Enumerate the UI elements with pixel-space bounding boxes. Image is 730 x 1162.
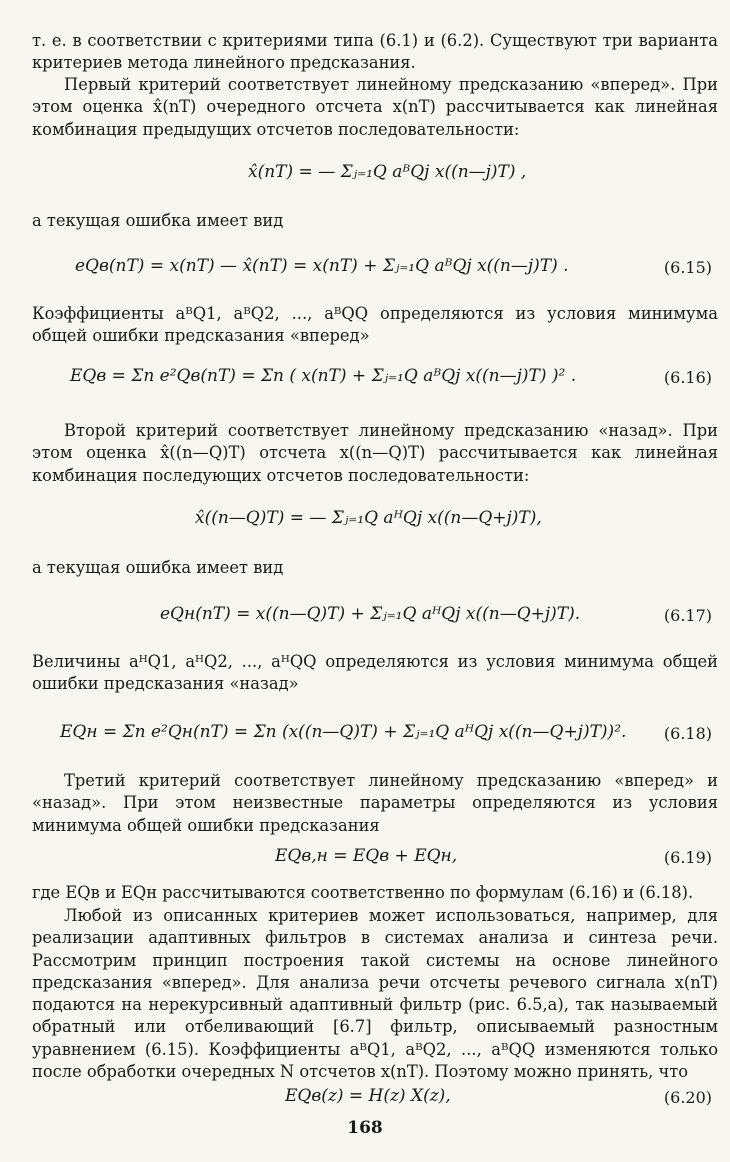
equation-number-6-16: (6.16) (663, 368, 712, 387)
paragraph-10: Любой из описанных критериев может использоваться, например, для реализации адаптивных фильтров в системах анализа и синтеза речи. Рассмотрим принцип построения такой системы на основе линейного предсказания «вперед». Для анализа речи отсчеты речевого сигнала x(nT) подаются на нерекурсивный адаптивный фильтр (рис. 6.5,a), так называемый обратный или отбеливающий [6.7] фильтр, описываемый разностным уравнением (6.15). Коэффициенты aᴮQ1, aᴮQ2, ..., aᴮQQ изменяются только после обработки очередных N отсчетов x(nT). Поэтому можно принять, что (32, 906, 718, 1082)
page-number: 168 (347, 1118, 383, 1138)
paragraph-3: а текущая ошибка имеет вид (32, 211, 284, 230)
paragraph-7: Величины aᴴQ1, aᴴQ2, ..., aᴴQQ определяются из условия минимума общей ошибки предсказания «назад» (32, 652, 718, 694)
formula-4-expression: x̂((n—Q)T) = — Σⱼ₌₁Q aᴴQj x((n—Q+j)T), (195, 508, 542, 528)
formula-5 (0, 592, 730, 632)
formula-7 (0, 838, 730, 878)
formula-7-expression: EQв,н = EQв + EQн, (275, 846, 458, 866)
paragraph-4: Коэффициенты aᴮQ1, aᴮQ2, ..., aᴮQQ определяются из условия минимума общей ошибки предсказания «вперед» (32, 304, 718, 346)
equation-number-6-15: (6.15) (663, 258, 712, 277)
formula-5-expression: eQн(nT) = x((n—Q)T) + Σⱼ₌₁Q aᴴQj x((n—Q+j)T). (160, 604, 581, 624)
formula-1-expression: x̂(nT) = — Σⱼ₌₁Q aᴮQj x((n—j)T) , (248, 162, 527, 182)
equation-number-6-19: (6.19) (663, 848, 712, 867)
formula-6 (0, 712, 730, 752)
formula-1 (0, 152, 730, 192)
paragraph-6: а текущая ошибка имеет вид (32, 558, 284, 577)
equation-number-6-18: (6.18) (663, 724, 712, 743)
formula-8 (0, 1078, 730, 1118)
formula-6-expression: EQн = Σn e²Qн(nT) = Σn (x((n—Q)T) + Σⱼ₌₁Q aᴴQj x((n—Q+j)T))². (60, 722, 627, 742)
paragraph-9: где EQв и EQн рассчитываются соответственно по формулам (6.16) и (6.18). (32, 883, 694, 902)
formula-4 (0, 498, 730, 538)
paragraph-5: Второй критерий соответствует линейному предсказанию «назад». При этом оценка x̂((n—Q)T) отсчета x((n—Q)T) рассчитывается как линейная комбинация последующих отсчетов последовательности: (32, 421, 718, 485)
paragraph-2: Первый критерий соответствует линейному предсказанию «вперед». При этом оценка x̂(nT) очередного отсчета x(nT) рассчитывается как линейная комбинация предыдущих отсчетов последовательности: (32, 75, 718, 139)
formula-2 (0, 244, 730, 284)
paragraph-8: Третий критерий соответствует линейному предсказанию «вперед» и «назад». При этом неизвестные параметры определяются из условия минимума общей ошибки предсказания (32, 771, 718, 835)
equation-number-6-17: (6.17) (663, 606, 712, 625)
formula-2-expression: eQв(nT) = x(nT) — x̂(nT) = x(nT) + Σⱼ₌₁Q aᴮQj x((n—j)T) . (75, 256, 569, 276)
formula-3-expression: EQв = Σn e²Qв(nT) = Σn ( x(nT) + Σⱼ₌₁Q aᴮQj x((n—j)T) )² . (70, 366, 577, 386)
formula-8-expression: EQв(z) = H(z) X(z), (285, 1086, 451, 1106)
equation-number-6-20: (6.20) (663, 1088, 712, 1107)
formula-3 (0, 352, 730, 392)
paragraph-1: т. е. в соответствии с критериями типа (6.1) и (6.2). Существуют три варианта критериев метода линейного предсказания. (32, 31, 718, 73)
